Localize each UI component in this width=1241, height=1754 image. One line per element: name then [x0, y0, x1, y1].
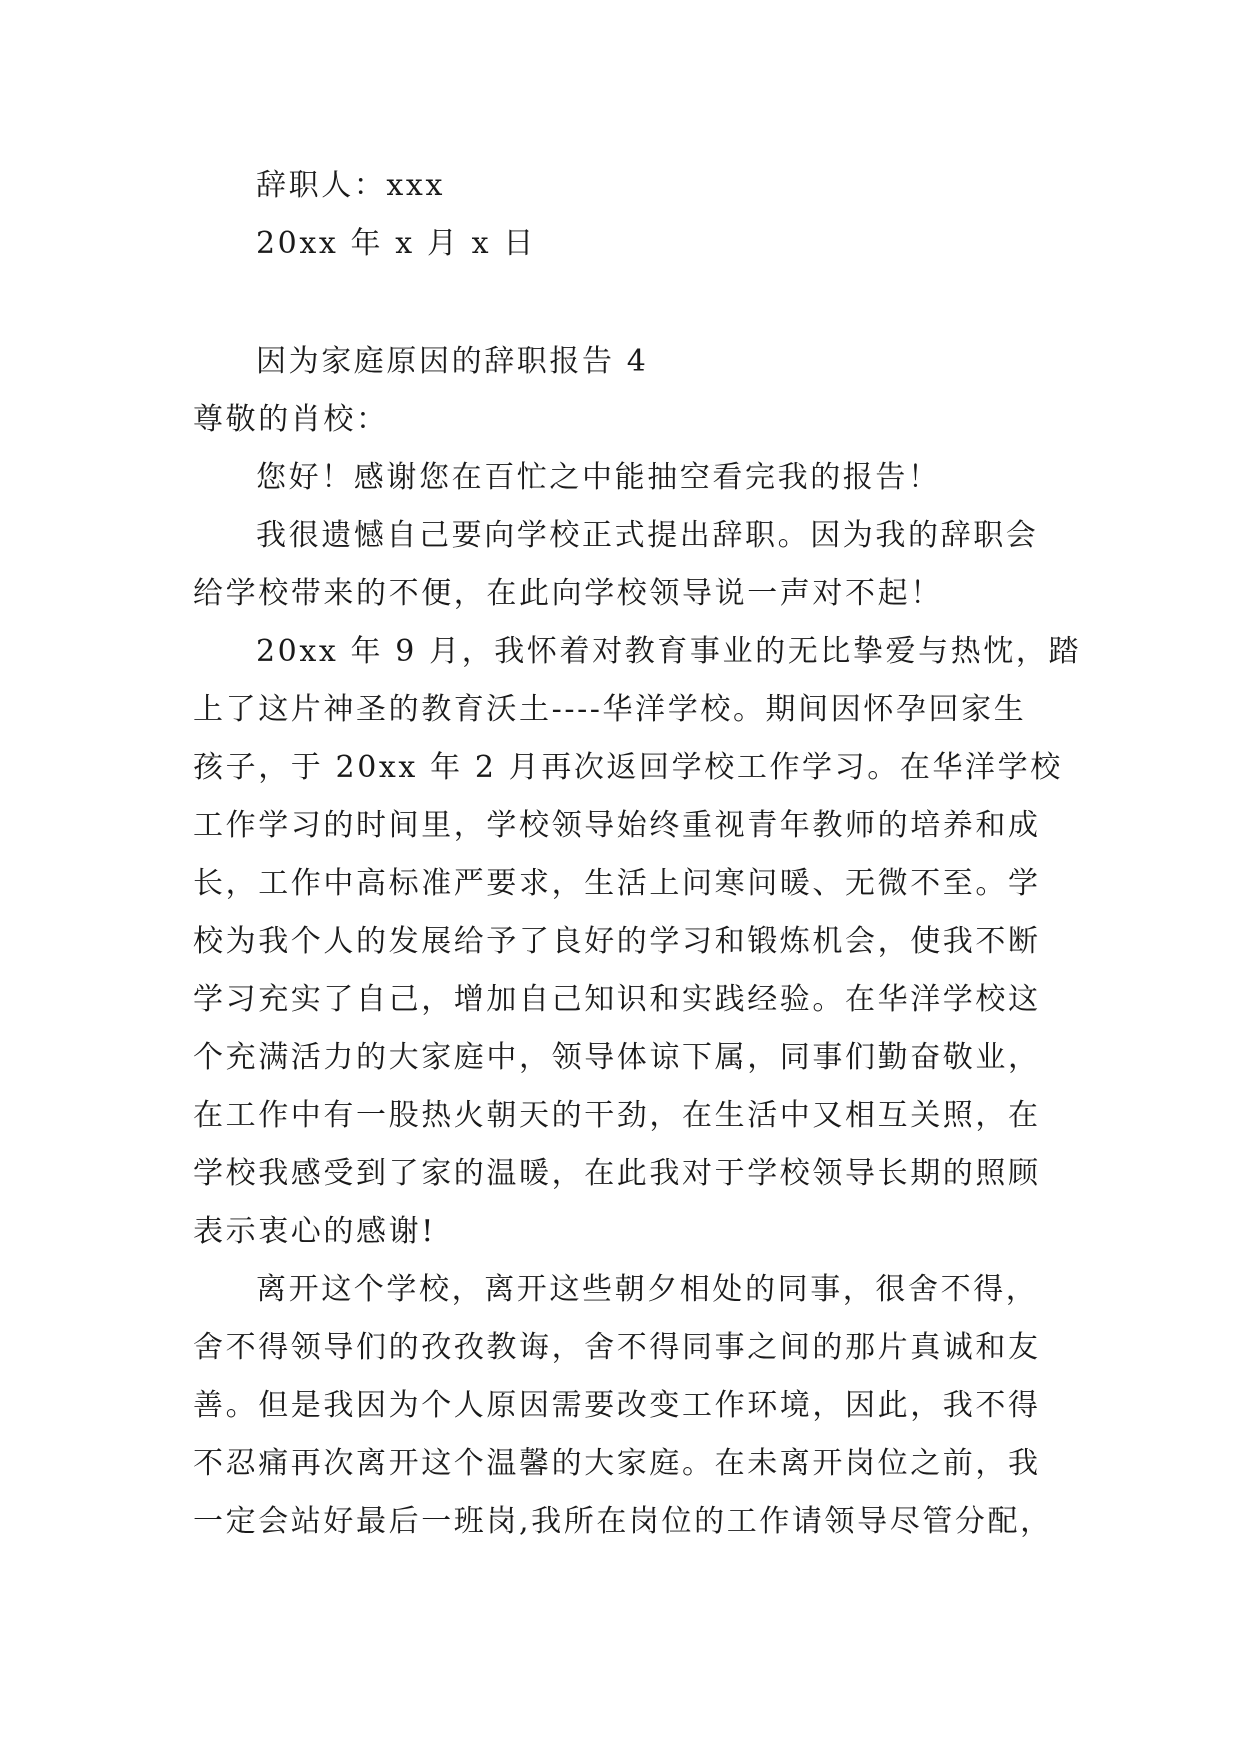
body-line: 学校我感受到了家的温暖，在此我对于学校领导长期的照顾 — [193, 1156, 1041, 1191]
body-line: 20xx 年 9 月，我怀着对教育事业的无比挚爱与热忱，踏 — [256, 634, 1082, 669]
body-line: 校为我个人的发展给予了良好的学习和锻炼机会，使我不断 — [193, 924, 1041, 959]
body-line: 您好！感谢您在百忙之中能抽空看完我的报告！ — [256, 460, 941, 495]
body-line: 学习充实了自己，增加自己知识和实践经验。在华洋学校这 — [193, 982, 1041, 1017]
body-line: 表示衷心的感谢! — [193, 1214, 436, 1249]
signer-line: 辞职人：xxx — [256, 168, 445, 203]
body-line: 不忍痛再次离开这个温馨的大家庭。在未离开岗位之前，我 — [193, 1446, 1041, 1481]
body-line: 个充满活力的大家庭中，领导体谅下属，同事们勤奋敬业， — [193, 1040, 1041, 1075]
document-title: 因为家庭原因的辞职报告 4 — [256, 344, 649, 379]
salutation: 尊敬的肖校： — [193, 402, 389, 437]
body-line: 在工作中有一股热火朝天的干劲，在生活中又相互关照，在 — [193, 1098, 1041, 1133]
body-line: 孩子，于 20xx 年 2 月再次返回学校工作学习。在华洋学校 — [193, 750, 1063, 785]
body-line: 舍不得领导们的孜孜教诲，舍不得同事之间的那片真诚和友 — [193, 1330, 1041, 1365]
body-line: 工作学习的时间里，学校领导始终重视青年教师的培养和成 — [193, 808, 1041, 843]
body-line: 一定会站好最后一班岗,我所在岗位的工作请领导尽管分配， — [193, 1504, 1053, 1539]
body-line: 给学校带来的不便，在此向学校领导说一声对不起！ — [193, 576, 943, 611]
body-line: 上了这片神圣的教育沃土----华洋学校。期间因怀孕回家生 — [193, 692, 1027, 727]
body-line: 善。但是我因为个人原因需要改变工作环境，因此，我不得 — [193, 1388, 1041, 1423]
body-line: 我很遗憾自己要向学校正式提出辞职。因为我的辞职会 — [256, 518, 1039, 553]
body-line: 长，工作中高标准严要求，生活上问寒问暖、无微不至。学 — [193, 866, 1041, 901]
date-line: 20xx 年 x 月 x 日 — [256, 226, 536, 261]
body-line: 离开这个学校，离开这些朝夕相处的同事，很舍不得， — [256, 1272, 1039, 1307]
